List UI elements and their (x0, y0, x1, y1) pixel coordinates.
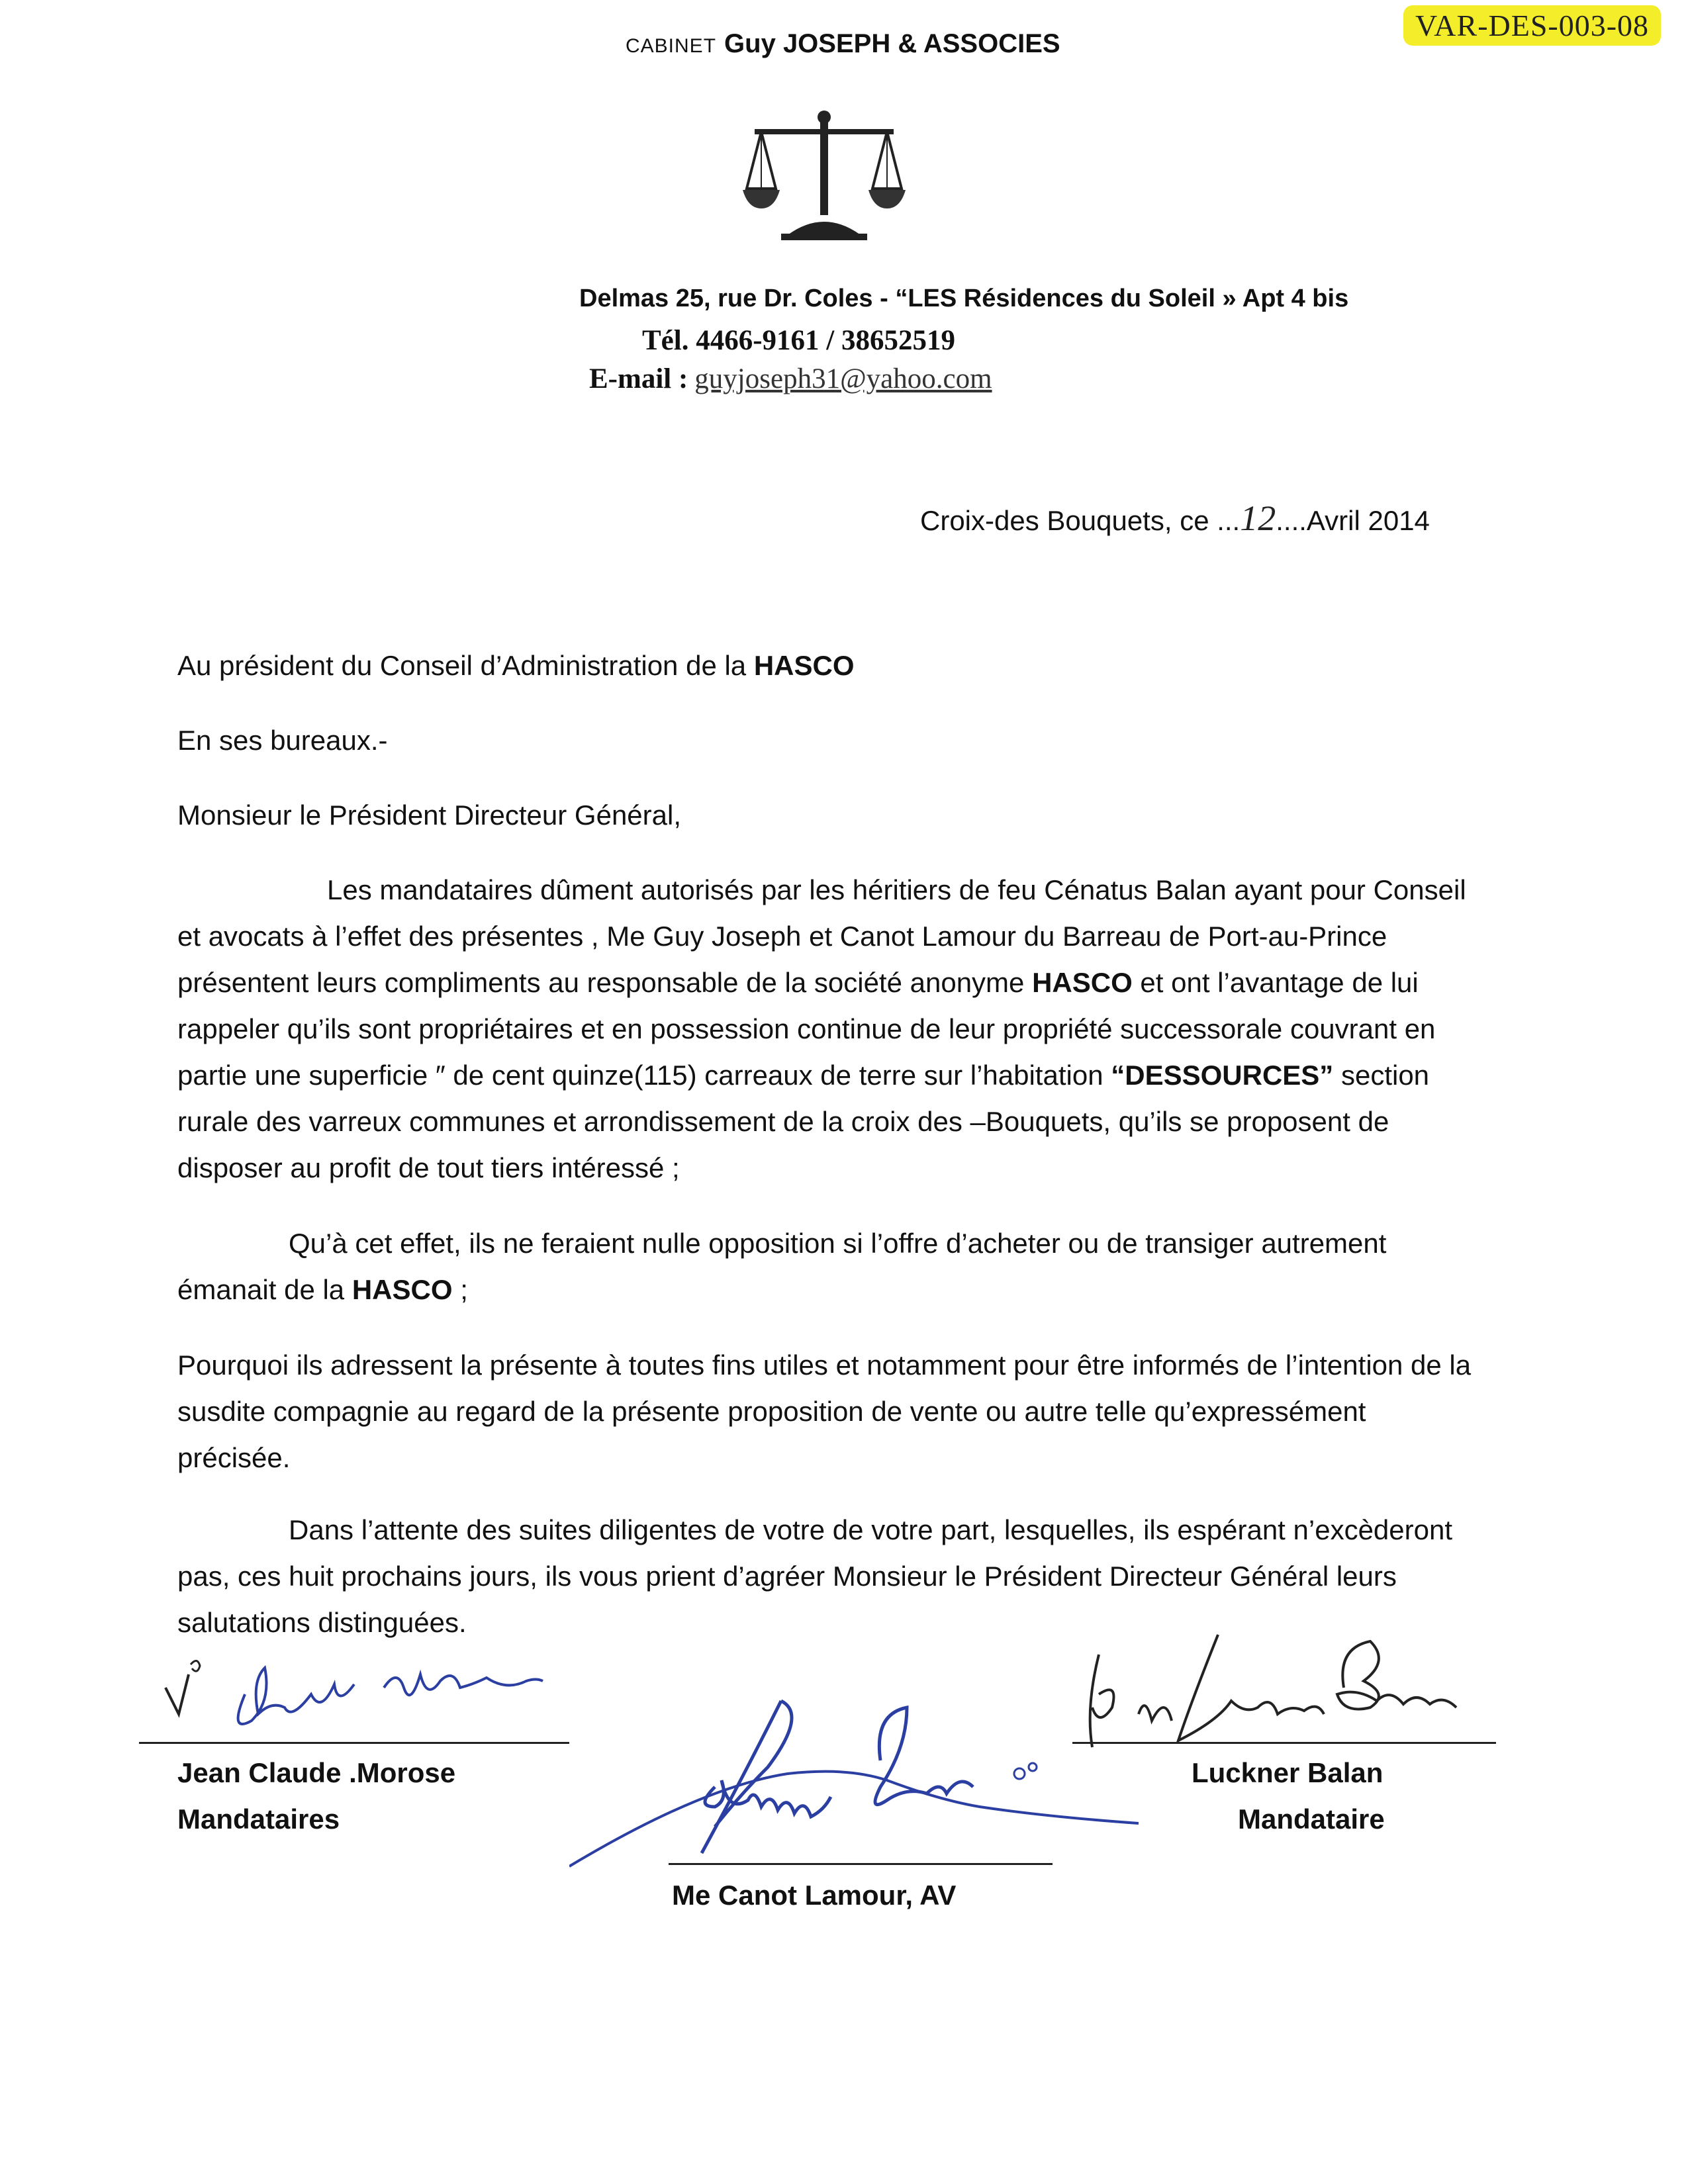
body-paragraph-1 (177, 867, 1475, 1191)
firm-name: Guy JOSEPH & ASSOCIES (724, 29, 1060, 58)
signatory-left-name: Jean Claude .Morose (177, 1757, 456, 1788)
letterhead-firm (626, 29, 1060, 59)
signatory-right-name: Luckner Balan (1192, 1757, 1383, 1788)
signature-line-center (669, 1863, 1053, 1865)
cabinet-label: CABINET (626, 35, 717, 57)
date-day-handwritten: 12 (1240, 498, 1276, 538)
email-label: E-mail : (589, 363, 688, 394)
document-reference-tag: VAR-DES-003-08 (1403, 5, 1661, 46)
date-place: Croix-des Bouquets, ce ... (920, 505, 1241, 536)
scales-of-justice-icon (741, 109, 907, 248)
signatory-center-name: Me Canot Lamour, AV (672, 1880, 957, 1911)
signature-morose (159, 1648, 569, 1741)
signature-line-right (1072, 1742, 1496, 1744)
p2-text-a: Qu’à cet effet, ils ne feraient nulle opposition si l’offre d’acheter ou de transiger autrement émanait de la (177, 1228, 1387, 1305)
p1-text-b: et ont l’avantage de lui rappeler qu’ils sont propriétaires et en possession continue de leur propriété successorale couvrant en partie une superficie ″ de cent quinze(115) carreaux de terre sur l’habitation (177, 967, 1436, 1091)
p1-text-c: section rurale des varreux communes et arrondissement de la croix des –Bouquets, qu’ils se proposent de disposer au profit de tout tiers intéressé ; (177, 1060, 1430, 1183)
email-link[interactable]: guyjoseph31@yahoo.com (694, 363, 992, 394)
body-paragraph-2 (177, 1220, 1475, 1313)
recipient-prefix: Au président du Conseil d’Administration de la (177, 650, 754, 681)
p1-company: HASCO (1032, 967, 1133, 998)
signature-line-left (139, 1742, 569, 1744)
signatory-right-role: Mandataire (1238, 1803, 1385, 1835)
body-paragraph-4: Dans l’attente des suites diligentes de votre de votre part, lesquelles, ils espérant n’excèderont pas, ces huit prochains jours, ils vous prient d’agréer Monsieur le Président Directeur Général leurs salutations distinguées. (177, 1514, 1453, 1638)
signature-balan (1053, 1628, 1476, 1760)
p1-place: “DESSOURCES” (1111, 1060, 1334, 1091)
body-paragraph-3: Pourquoi ils adressent la présente à toutes fins utiles et notamment pour être informés de l’intention de la susdite compagnie au regard de la présente proposition de vente ou autre telle qu’expressément précisée. (177, 1349, 1472, 1473)
p2-company: HASCO (352, 1274, 453, 1305)
date-month-year: ....Avril 2014 (1276, 505, 1430, 536)
signatory-left-role: Mandataires (177, 1803, 340, 1835)
date-line (920, 498, 1430, 539)
letterhead-address: Delmas 25, rue Dr. Coles - “LES Résidences du Soleil » Apt 4 bis (579, 285, 1349, 312)
recipient-office: En ses bureaux.- (177, 725, 388, 756)
salutation: Monsieur le Président Directeur Général, (177, 799, 682, 831)
letterhead-phone: Tél. 4466-9161 / 38652519 (642, 325, 955, 356)
p2-text-b: ; (452, 1274, 468, 1305)
recipient-company: HASCO (753, 650, 855, 681)
recipient-line (177, 650, 855, 682)
letterhead-email-line (589, 363, 992, 395)
p1-text-a: Les mandataires dûment autorisés par les héritiers de feu Cénatus Balan ayant pour Conseil et avocats à l’effet des présentes , Me Guy Joseph et Canot Lamour du Barreau de Port-au-Prince présentent leurs compliments au responsable de la société anonyme (177, 874, 1466, 998)
